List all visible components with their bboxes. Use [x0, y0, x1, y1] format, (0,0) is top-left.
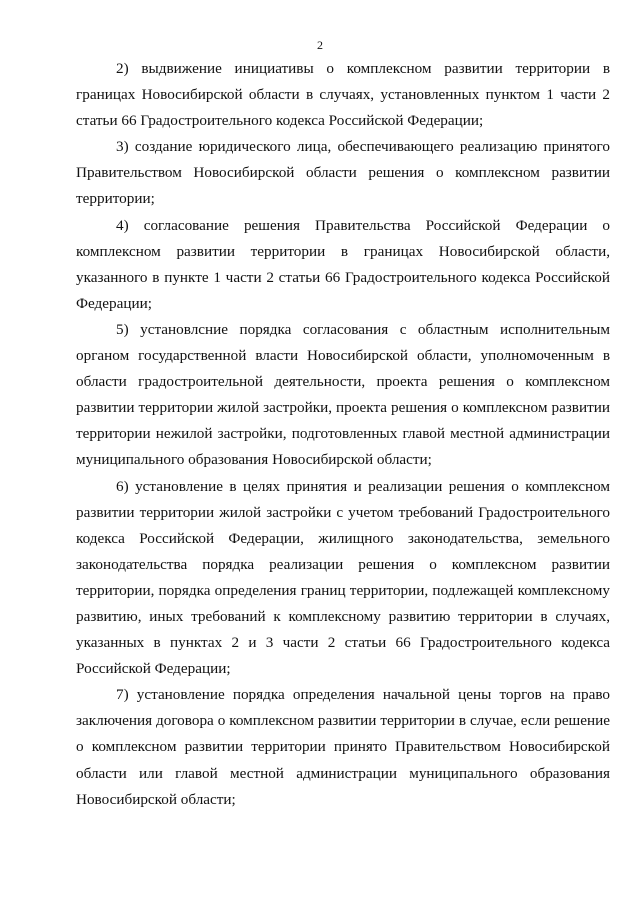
paragraph-item-7: 7) установление порядка определения начальной цены торгов на право заключения договора о комплексном развитии территории в случае, если решение о комплексном развитии территории принято Правительством Новосибирской области или главой местной администрации муниципального образования Новосибирской области;: [76, 686, 610, 808]
document-body: [76, 56, 610, 813]
paragraph-item-2: 2) выдвижение инициативы о комплексном развитии территории в границах Новосибирской области в случаях, установленных пунктом 1 части 2 статьи 66 Градостроительного кодекса Российской Федерации;: [76, 60, 610, 130]
paragraph-item-5: 5) установлсние порядка согласования с областным исполнительным органом государственной власти Новосибирской области, уполномоченным в области градостроительной деятельности, проекта решения о комплексном развитии территории жилой застройки, проекта решения о комплексном развитии территории нежилой застройки, подготовленных главой местной администрации муниципального образования Новосибирской области;: [76, 320, 610, 469]
paragraph-item-6: 6) установление в целях принятия и реализации решения о комплексном развитии территории жилой застройки с учетом требований Градостроительного кодекса Российской Федерации, жилищного законодательства, земельного законодательства порядка реализации решения о комплексном развитии территории, порядка определения границ территории, подлежащей комплексному развитию, иных требований к комплексному развитию территории в случаях, указанных в пунктах 2 и 3 части 2 статьи 66 Градостроительного кодекса Российской Федерации;: [76, 477, 610, 678]
paragraph-item-3: 3) создание юридического лица, обеспечивающего реализацию принятого Правительством Новосибирской области решения о комплексном развитии территории;: [76, 138, 610, 208]
page-number: 2: [317, 38, 323, 52]
paragraph-item-4: 4) согласование решения Правительства Российской Федерации о комплексном развитии территории в границах Новосибирской области, указанного в пункте 1 части 2 статьи 66 Градостроительного кодекса Российской Федерации;: [76, 216, 610, 312]
